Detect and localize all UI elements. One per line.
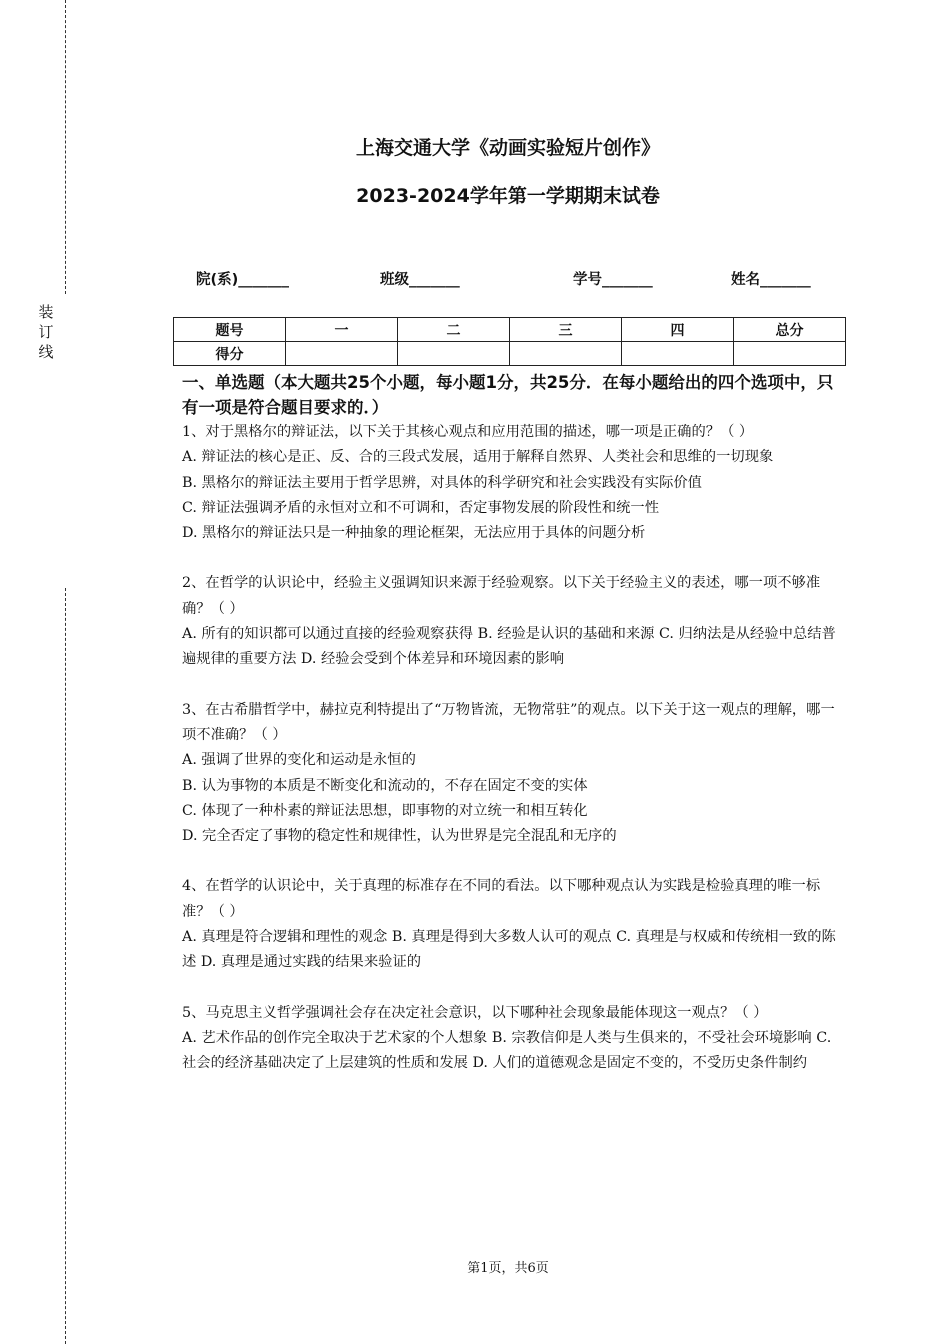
score-table-header-cell: 二 — [398, 318, 510, 342]
question-option: A. 真理是符合逻辑和理性的观念 B. 真理是得到大多数人认可的观点 C. 真理是与权威和传统相一致的陈述 D. 真理是通过实践的结果来验证的 — [182, 929, 836, 971]
question-stem: 1、对于黑格尔的辩证法，以下关于其核心观点和应用范围的描述，哪一项是正确的？（ ） — [182, 424, 754, 440]
score-cell[interactable] — [510, 342, 622, 366]
score-table — [173, 317, 846, 366]
question-5 — [182, 1001, 840, 1077]
question-option: A. 辩证法的核心是正、反、合的三段式发展，适用于解释自然界、人类社会和思维的一切现象 — [182, 449, 774, 466]
name-field[interactable]: 姓名_______ — [731, 272, 811, 288]
page-footer: 第1页，共6页 — [467, 1261, 549, 1276]
question-option: D. 黑格尔的辩证法只是一种抽象的理论框架，无法应用于具体的问题分析 — [182, 525, 646, 542]
score-cell-total[interactable] — [734, 342, 846, 366]
student-info-row — [0, 268, 950, 292]
class-field[interactable]: 班级_______ — [380, 272, 460, 288]
score-table-header-cell: 一 — [286, 318, 398, 342]
question-stem: 2、在哲学的认识论中，经验主义强调知识来源于经验观察。以下关于经验主义的表述，哪一项不够准确？（ ） — [182, 575, 821, 617]
score-table-header-cell: 题号 — [174, 318, 286, 342]
binding-char: 装 — [38, 303, 54, 321]
question-stem: 5、马克思主义哲学强调社会存在决定社会意识，以下哪种社会现象最能体现这一观点？（ ） — [182, 1004, 768, 1021]
question-option: A. 艺术作品的创作完全取决于艺术家的个人想象 B. 宗教信仰是人类与生俱来的，不受社会环境影响 C. 社会的经济基础决定了上层建筑的性质和发展 D. 人们的道德观念是固定不变的，不受历史条件制约 — [182, 1029, 832, 1072]
score-table-score-row — [174, 342, 846, 366]
department-field[interactable]: 院(系)_______ — [196, 272, 290, 288]
question-option: D. 完全否定了事物的稳定性和规律性，认为世界是完全混乱和无序的 — [182, 828, 617, 845]
question-4 — [182, 874, 840, 975]
binding-line-bottom — [65, 588, 66, 1344]
score-row-label: 得分 — [174, 342, 286, 366]
question-option: C. 体现了一种朴素的辩证法思想，即事物的对立统一和相互转化 — [182, 802, 588, 819]
exam-title-line2: 2023-2024学年第一学期期末试卷 — [356, 185, 660, 207]
score-table-header-cell: 四 — [622, 318, 734, 342]
score-cell[interactable] — [622, 342, 734, 366]
question-2 — [182, 571, 840, 672]
score-table-header-cell: 总分 — [734, 318, 846, 342]
question-option: C. 辩证法强调矛盾的永恒对立和不可调和，否定事物发展的阶段性和统一性 — [182, 499, 660, 516]
score-table-header-row — [174, 318, 846, 342]
exam-content — [182, 370, 840, 1077]
question-stem: 3、在古希腊哲学中，赫拉克利特提出了“万物皆流，无物常驻”的观点。以下关于这一观点的理解，哪一项不准确？（ ） — [182, 701, 835, 743]
question-option: B. 认为事物的本质是不断变化和流动的，不存在固定不变的实体 — [182, 777, 588, 794]
question-stem: 4、在哲学的认识论中，关于真理的标准存在不同的看法。以下哪种观点认为实践是检验真理的唯一标准？（ ） — [182, 878, 821, 920]
question-3 — [182, 698, 840, 850]
question-option: B. 黑格尔的辩证法主要用于哲学思辨，对具体的科学研究和社会实践没有实际价值 — [182, 474, 702, 491]
score-cell[interactable] — [398, 342, 510, 366]
binding-char: 线 — [38, 343, 54, 361]
binding-label — [36, 302, 56, 362]
question-option: A. 所有的知识都可以通过直接的经验观察获得 B. 经验是认识的基础和来源 C. 归纳法是从经验中总结普遍规律的重要方法 D. 经验会受到个体差异和环境因素的影响 — [182, 626, 836, 668]
binding-char: 订 — [38, 323, 54, 341]
exam-title-line1: 上海交通大学《动画实验短片创作》 — [355, 137, 660, 159]
score-table-header-cell: 三 — [510, 318, 622, 342]
student-id-field[interactable]: 学号_______ — [573, 272, 653, 288]
question-option: A. 强调了世界的变化和运动是永恒的 — [182, 752, 416, 769]
score-cell[interactable] — [286, 342, 398, 366]
question-1 — [182, 420, 840, 546]
section-heading: 一、单选题（本大题共25个小题，每小题1分，共25分．在每小题给出的四个选项中，只有一项是符合题目要求的．） — [182, 373, 834, 417]
